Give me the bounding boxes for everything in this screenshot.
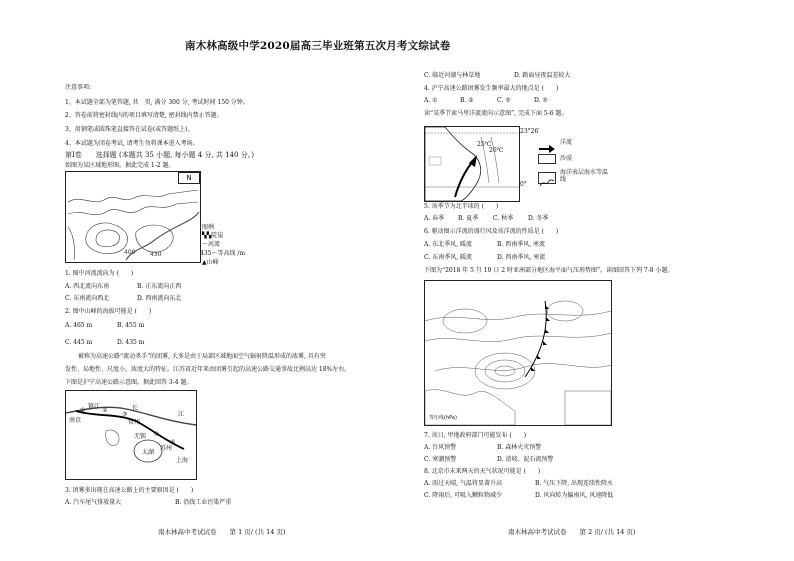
option: A. ① <box>424 97 438 104</box>
option: B. 沿线工业污染严重 <box>175 499 232 506</box>
question-6: 6. 驱动图示洋流的盛行风及该洋流的性质是 ( ) <box>424 228 559 235</box>
contour-label-430: 430 <box>150 251 162 258</box>
option: B. ② <box>460 97 474 104</box>
map-marker: ② <box>102 407 108 414</box>
latitude-label: 23°26′ <box>520 128 540 135</box>
page-footer-left: 南木林高中考试试卷 第 1 页/ (共 14 页) <box>158 528 286 536</box>
contour-label-400: 400 <box>124 249 136 256</box>
map-marker: ① <box>80 407 86 414</box>
option: B. 气压下降, 出现连续性降水 <box>535 480 614 487</box>
river-icon: ～ <box>202 241 209 248</box>
north-arrow-icon <box>178 172 200 184</box>
map-marker: ③ <box>122 411 128 418</box>
question-8: 8. 北京市未来两天的天气状况可能是 ( ) <box>424 468 541 475</box>
section-header: 第Ⅰ卷 选择题 (本题共 35 小题, 每小题 4 分, 共 140 分。) <box>65 151 254 159</box>
map-marker: ⑤ <box>170 439 176 446</box>
pressure-map <box>424 280 612 426</box>
pressure-legend: 等压线(hPa) <box>429 415 457 421</box>
option: C. 秋季 <box>493 215 514 222</box>
question-2: 2. 图中山峰的海拔可能是 ( ) <box>65 308 152 315</box>
option: A. 台风预警 <box>424 444 457 451</box>
peak-icon: ▲ <box>202 259 207 266</box>
isotherm-icon <box>538 172 556 184</box>
option: D. 风向转为偏南风, 风速降低 <box>535 492 614 499</box>
passage-line: 被称为高速公路“流动杀手”的团雾, 大多是由于局部区域地面空气辐射降温形成的浓雾, 具有突 <box>78 353 326 360</box>
note-item: 3、用钢笔或圆珠笔直接答在试卷(或答题纸上)。 <box>65 126 194 133</box>
contour-icon: 435～ <box>200 250 218 257</box>
map-label: 长 <box>132 405 139 412</box>
option: A. 东北季风, 暖流 <box>424 241 472 248</box>
question-7: 7. 该日, 甲地政府部门可能发布 ( ) <box>424 432 527 439</box>
option: A. 西北流向东南 <box>65 283 110 290</box>
option: D. 冬季 <box>528 215 549 222</box>
map-label: 镇江 <box>88 403 101 410</box>
option: D. 西南季风, 寒流 <box>497 254 546 261</box>
map-label: 上海 <box>176 457 189 464</box>
passage-line: 读“某季节索马里洋流流向示意图”, 完成下面 5-6 题。 <box>424 110 568 117</box>
map-label: 苏州 <box>160 445 173 452</box>
option: C. 445 m <box>65 339 93 346</box>
option: B. 455 m <box>117 322 145 329</box>
option: C. 寒潮预警 <box>424 456 457 463</box>
passage-line: 下图是沪宁高速公路示意图。据此回答 3-4 题。 <box>65 379 193 386</box>
legend-title: 图例 <box>202 224 215 231</box>
latitude-label: 0° <box>520 181 527 188</box>
legend-peak: ▲山峰 <box>202 259 219 266</box>
question-1: 1. 图中河流流向为 ( ) <box>65 270 134 277</box>
option: C. 降雨后, 可吸入颗粒物减少 <box>424 492 503 499</box>
option: D. 路面昼夜温差较大 <box>514 72 571 79</box>
legend-cliff: ▚▚陡崖 <box>202 232 224 239</box>
option: A. 春季 <box>424 215 445 222</box>
contour-map <box>65 171 201 263</box>
option: B. 西南季风, 寒流 <box>497 241 546 248</box>
cliff-icon: ▚▚ <box>202 232 212 239</box>
map-label: 南京 <box>69 417 82 424</box>
expressway-map <box>65 390 197 480</box>
option: C. 东南流向西北 <box>65 295 110 302</box>
map-label: 太湖 <box>142 449 155 456</box>
legend-contour: 435～等高线 /m <box>200 250 246 257</box>
legend-river: ～河流 <box>202 241 221 248</box>
note-item: 4、本试题为闭卷考试, 请考生勿将课本进入考场。 <box>65 140 199 147</box>
option: A. 雨过天晴, 气温将显著升高 <box>424 480 502 487</box>
current-arrow-icon <box>538 138 556 146</box>
option: B. 森林火灾预警 <box>497 444 542 451</box>
option: A. 汽车尾气排放量大 <box>65 499 122 506</box>
question-3: 3. 团雾多出现在高速公路上的主要原因是 ( ) <box>65 487 194 494</box>
passage-line: 发性、局地性、尺度小、浓度大的特征。江苏省近年来由团雾引起的高速公路交通事故比例高达 18%左右。 <box>65 366 351 373</box>
map-label: 无锡 <box>134 433 147 440</box>
legend-label: 海洋表层海水等温线 <box>560 169 609 183</box>
temp-label: 25℃ <box>477 141 492 148</box>
question-5: 5. 该季节为北半球的 ( ) <box>424 203 499 210</box>
legend-label: 洋流 <box>560 139 573 146</box>
option: C. 东南季风, 暖流 <box>424 254 473 261</box>
legend-label: 沙漠 <box>560 155 573 162</box>
note-item: 1、本试题全部为笔答题, 共 页, 满分 300 分, 考试时间 150 分钟。 <box>65 99 249 106</box>
option: D. 西南流向东北 <box>137 295 182 302</box>
north-label: N <box>186 174 192 182</box>
option: D. ⑤ <box>534 97 548 104</box>
option: A. 465 m <box>65 322 93 329</box>
option: D. 435 m <box>117 339 145 346</box>
notes-heading: 注意事项: <box>65 84 92 91</box>
question-4: 4. 沪宁高速公路团雾发生频率最大的地点是 ( ) <box>424 85 559 92</box>
temp-label: 26℃ <box>489 147 504 154</box>
map-marker: ④ <box>154 431 160 438</box>
option: B. 夏季 <box>458 215 479 222</box>
page-footer-right: 南木林高中考试试卷 第 2 页/ (共 14 页) <box>508 528 636 536</box>
option: C. 临近河湖与林草地 <box>424 72 481 79</box>
section-intro: 如图为某区域地形图。据此完成 1-2 题。 <box>65 162 175 169</box>
passage-line: 下图为“2018 年 5 月 10 日 2 时亚洲部分地区海平面气压形势图”。读图回答下列 7-8 小题。 <box>424 267 674 274</box>
page-title: 南木林高级中学2020届高三毕业班第五次月考文综试卷 <box>185 40 451 52</box>
option: B. 正东流向正西 <box>137 283 182 290</box>
option: C. ⑤ <box>497 97 511 104</box>
map-label: 常州 <box>128 419 141 426</box>
note-item: 2、答卷前将密封线内的项目填写清楚, 密封线内禁止答题。 <box>65 112 223 119</box>
somali-current-map <box>424 126 520 202</box>
desert-swatch-icon <box>538 154 556 164</box>
map-label: 江 <box>178 411 185 418</box>
option: D. 滑坡、泥石流预警 <box>497 456 554 463</box>
